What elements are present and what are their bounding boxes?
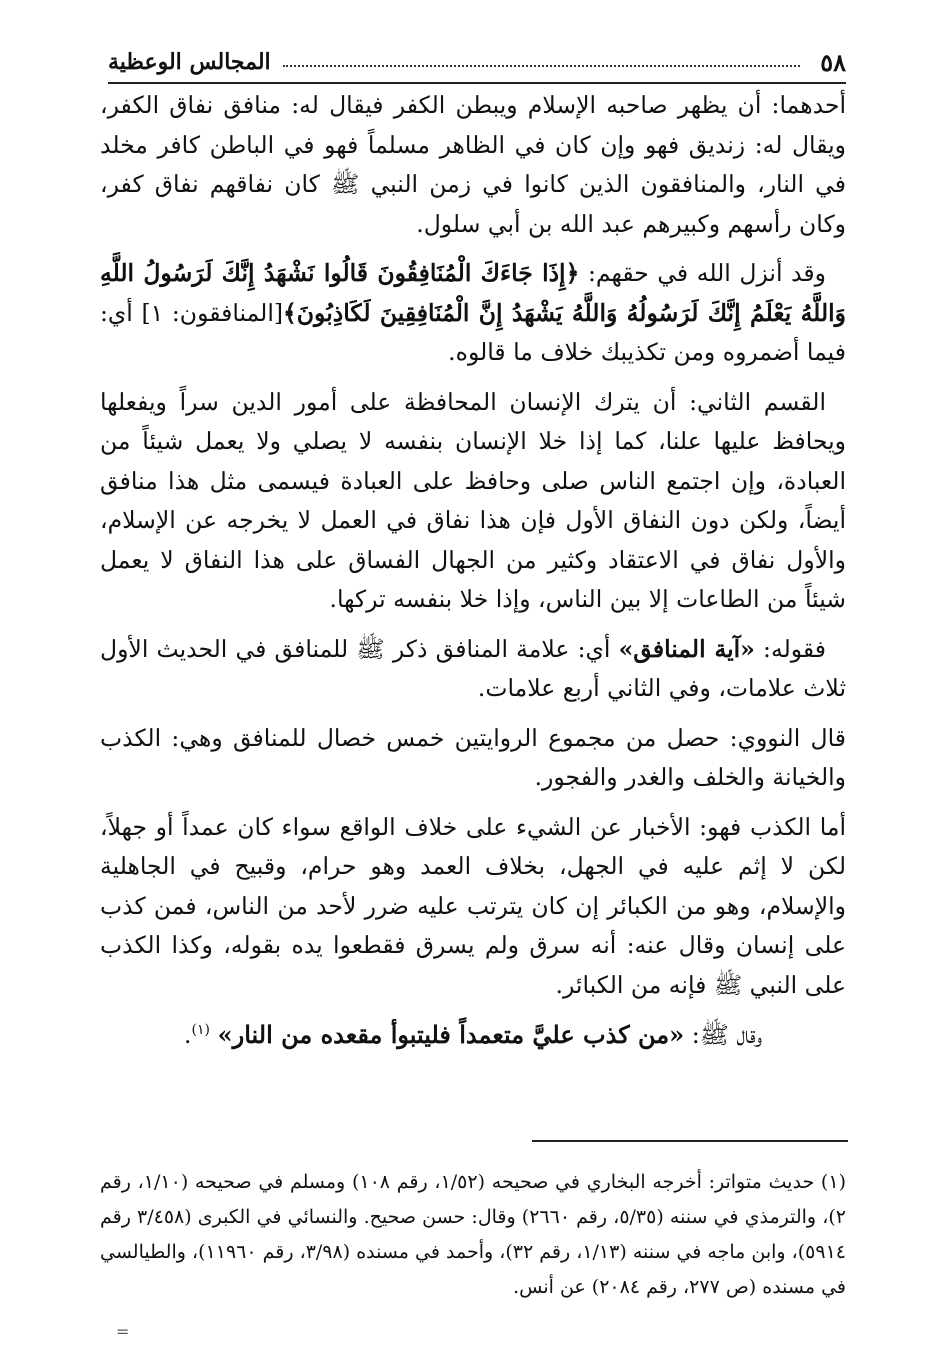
paragraph-first-type: أحدهما: أن يظهر صاحبه الإسلام ويبطن الكفر فيقال له: منافق نفاق الكفر، ويقال له: زنديق فهو وإن كان في الظاهر مسلماً فهو في الباطن كافر مخلد في النار، والمنافقون الذين كانوا في زمن النبي ﷺ كان نفاقهم نفاق كفر، وكان رأسهم وكبيرهم عبد الله بن أبي سلول.	[100, 91, 846, 238]
paragraph-hadith-quote	[100, 1015, 846, 1056]
quran-intro: وقد أنزل الله في حقهم:	[579, 259, 826, 287]
sign-intro: فقوله:	[754, 634, 826, 663]
continuation-mark: =	[116, 1322, 130, 1341]
main-text	[100, 86, 846, 1066]
paragraph-lying: أما الكذب فهو: الأخبار عن الشيء على خلاف الواقع سواء كان عمداً أو جهلاً، لكن لا إثم عليه في الجهل، بخلاف العمد وهو حرام، وقبيح في الجاهلية والإسلام، وهو من الكبائر إن كان يترتب عليه ضرر لأحد من الناس، فمن كذب على إنسان وقال عنه: أنه سرق ولم يسرق فقطعوا يده بقوله، وكذا الكذب على النبي ﷺ فإنه من الكبائر.	[100, 812, 846, 999]
sign-rest: أي: علامة المنافق ذكر ﷺ للمنافق في الحديث الأول ثلاث علامات، وفي الثاني أربع علامات.	[100, 634, 846, 702]
footnote-separator	[532, 1140, 848, 1142]
header-dotted-leader	[283, 65, 801, 67]
quran-reference: [المنافقون: ١] أي: فيما أضمروه ومن تكذيبك خلاف ما قالوه.	[100, 298, 846, 366]
page-header	[108, 42, 846, 84]
hadith-text: «من كذب عليَّ متعمداً فليتبوأ مقعده من النار»	[217, 1020, 685, 1049]
footnotes	[100, 1165, 846, 1315]
hadith-phrase: «آية المنافق»	[618, 634, 755, 663]
running-title: المجالس الوعظية	[108, 49, 271, 75]
page-number: ٥٨	[820, 47, 846, 77]
quran-verse: ﴿إِذَا جَاءَكَ الْمُنَافِقُونَ قَالُوا نَشْهَدُ إِنَّكَ لَرَسُولُ اللَّهِ وَاللَّهُ يَعْلَمُ إِنَّكَ لَرَسُولُهُ وَاللَّهُ يَشْهَدُ إِنَّ الْمُنَافِقِينَ لَكَاذِبُونَ﴾	[100, 259, 846, 327]
footnote-1: (١) حديث متواتر: أخرجه البخاري في صحيحه (١/٥٢، رقم ١٠٨) ومسلم في صحيحه (١/١٠، رقم ٢)، والترمذي في سننه (٥/٣٥، رقم ٢٦٦٠) وقال: حسن صحيح. والنسائي في الكبرى (٣/٤٥٨ رقم ٥٩١٤)، وابن ماجه في سننه (١/١٣، رقم ٣٢)، وأحمد في مسنده (٣/٩٨، رقم ١١٩٦٠)، والطيالسي في مسنده (ص ٢٧٧، رقم ٢٠٨٤) عن أنس.	[100, 1171, 846, 1298]
footnote-reference: (١)	[191, 1022, 210, 1038]
paragraph-nawawi: قال النووي: حصل من مجموع الروايتين خمس خصال للمنافق وهي: الكذب والخيانة والخلف والغدر والفجور.	[100, 723, 846, 791]
hadith-intro: وقال ﷺ:	[684, 1021, 763, 1049]
paragraph-sign-of-hypocrite	[100, 630, 846, 709]
paragraph-second-type: القسم الثاني: أن يترك الإنسان المحافظة على أمور الدين سراً ويفعلها ويحافظ عليها علنا، كما إذا خلا الإنسان بنفسه لا يصلي ولا يعمل شيئاً من العبادة، وإن اجتمع الناس صلى وحافظ على العبادة فيسمى مثل هذا منافق أيضاً، ولكن دون النفاق الأول فإن هذا نفاق في العمل لا يخرجه عن الإسلام، والأول نفاق في الاعتقاد وكثير من الجهال الفساق على هذا النفاق لا يعمل شيئاً من الطاعات إلا بين الناس، وإذا خلا بنفسه تركها.	[100, 387, 846, 613]
hadith-end: .	[183, 1021, 192, 1049]
paragraph-quran-revelation	[100, 254, 846, 373]
